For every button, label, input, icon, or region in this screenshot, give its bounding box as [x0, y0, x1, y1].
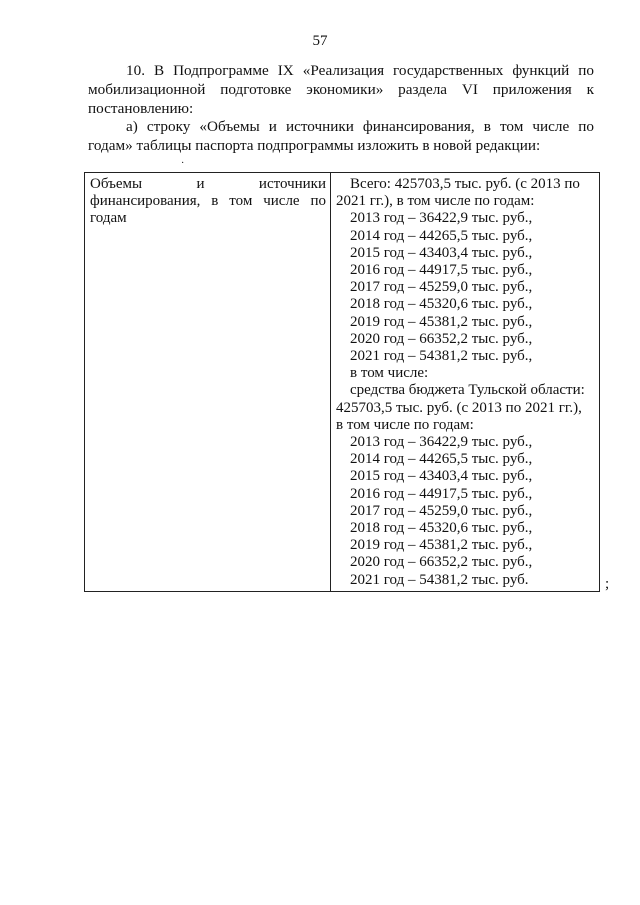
label-cell — [85, 173, 331, 592]
funding-line: 2017 год – 45259,0 тыс. руб., — [350, 502, 533, 519]
passport-table — [84, 172, 600, 592]
funding-line: Всего: 425703,5 тыс. руб. (с 2013 по — [350, 176, 580, 192]
funding-line: 2020 год – 66352,2 тыс. руб., — [350, 554, 533, 571]
funding-line: 2017 год – 45259,0 тыс. руб., — [350, 279, 533, 296]
table-row — [85, 173, 600, 592]
funding-line: 2021 гг.), в том числе по годам: — [336, 193, 535, 210]
funding-line: средства бюджета Тульской области: — [350, 382, 585, 399]
funding-line: 425703,5 тыс. руб. (с 2013 по 2021 гг.), — [336, 399, 582, 416]
stray-dot-mark: · — [181, 158, 185, 169]
funding-line: 2018 год – 45320,6 тыс. руб., — [350, 520, 533, 537]
paragraph-item-10: 10. В Подпрограмме IX «Реализация государственных функций по мобилизационной подготовке экономики» раздела VI приложения к постановлению: — [88, 62, 594, 117]
funding-line: 2021 год – 54381,2 тыс. руб. — [350, 571, 529, 588]
funding-line: 2014 год – 44265,5 тыс. руб., — [350, 227, 533, 244]
page-number: 57 — [312, 33, 328, 49]
funding-line: 2018 год – 45320,6 тыс. руб., — [350, 296, 533, 313]
funding-line: 2021 год – 54381,2 тыс. руб., — [350, 348, 533, 365]
value-cell — [331, 173, 600, 592]
funding-line: 2016 год – 44917,5 тыс. руб., — [350, 485, 533, 502]
funding-line: 2015 год – 43403,4 тыс. руб., — [350, 244, 533, 261]
funding-line: 2015 год – 43403,4 тыс. руб., — [350, 468, 533, 485]
funding-line: 2019 год – 45381,2 тыс. руб., — [350, 313, 533, 330]
funding-line: 2013 год – 36422,9 тыс. руб., — [350, 434, 533, 451]
funding-line: 2019 год – 45381,2 тыс. руб., — [350, 537, 533, 554]
trailing-semicolon: ; — [605, 576, 610, 592]
paragraph-subitem-a: а) строку «Объемы и источники финансирования, в том числе по годам» таблицы паспорта подпрограммы изложить в новой редакции: — [88, 118, 594, 154]
funding-line: 2016 год – 44917,5 тыс. руб., — [350, 262, 533, 279]
funding-line: 2014 год – 44265,5 тыс. руб., — [350, 451, 533, 468]
funding-line: в том числе по годам: — [336, 416, 474, 433]
funding-line: 2013 год – 36422,9 тыс. руб., — [350, 210, 533, 227]
label-text: Объемы и источники финансирования, в том числе по годам — [90, 176, 326, 227]
funding-line: в том числе: — [350, 365, 429, 382]
funding-line: 2020 год – 66352,2 тыс. руб., — [350, 330, 533, 347]
